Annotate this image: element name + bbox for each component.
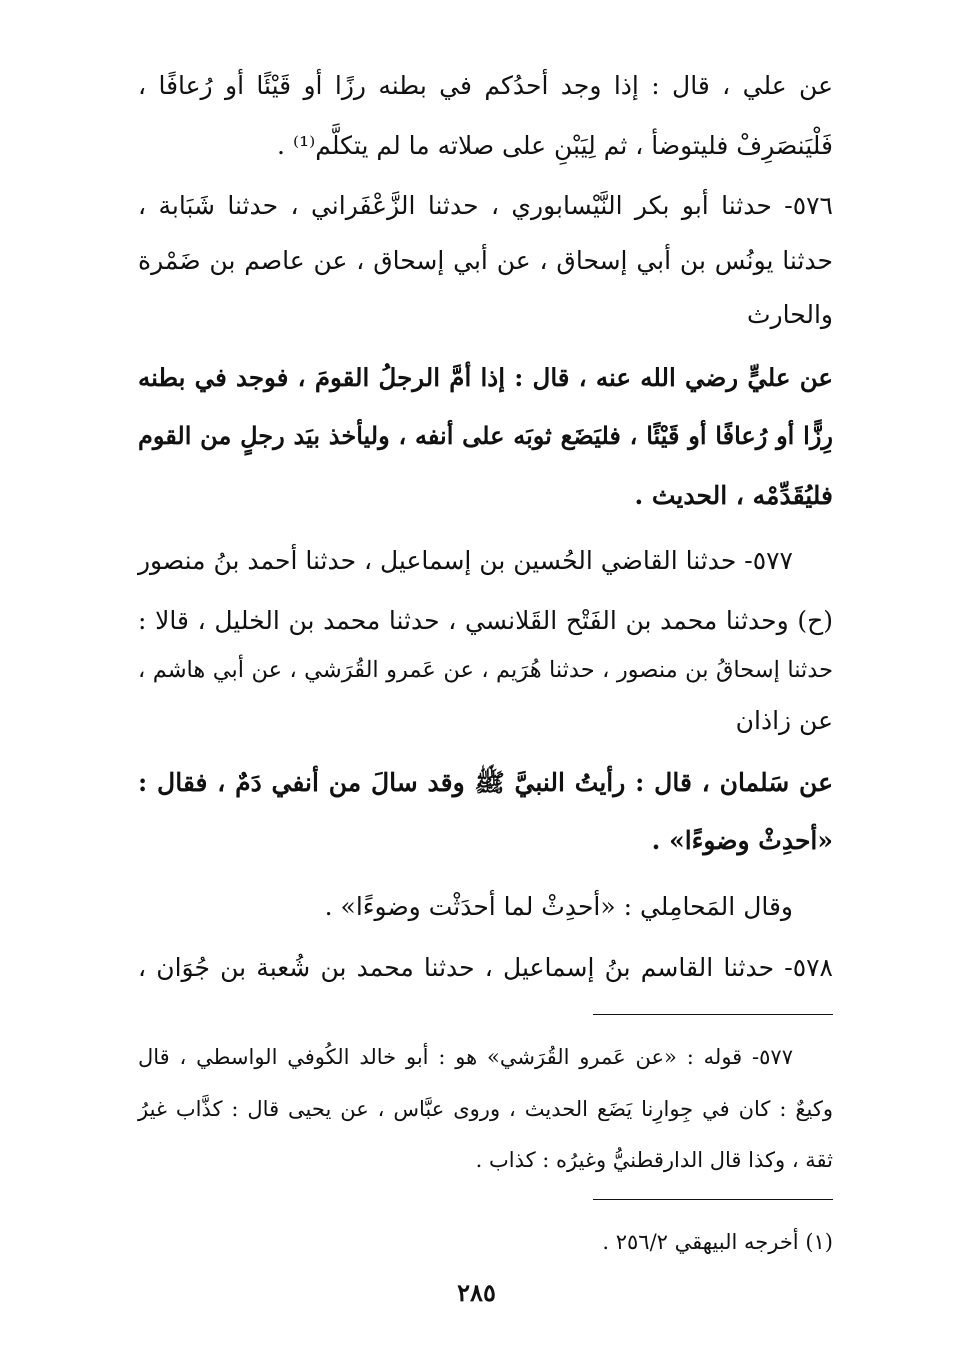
footnote: (١) أخرجه البيهقي ٢٥٦/٢ .: [602, 1230, 833, 1254]
text-line: وقال المَحامِلي : «أحدِثْ لما أحدَثْت وضوءًا» .: [324, 892, 793, 921]
hadith-text: عن سَلمان ، قال : رأيتُ النبيَّ ﷺ وقد سالَ من أنفي دَمٌ ، فقال :: [138, 768, 833, 797]
hadith-text: عن عليٍّ رضي الله عنه ، قال : إذا أمَّ الرجلُ القومَ ، فوجد في بطنه: [138, 363, 833, 392]
text-line: (ح) وحدثنا محمد بن الفَتْح القَلانسي ، حدثنا محمد بن الخليل ، قالا :: [138, 606, 833, 635]
commentary-line: ثقة ، وكذا قال الدارقطنيُّ وغيرُه : كذاب .: [475, 1148, 833, 1172]
text-line: حدثنا يونُس بن أبي إسحاق ، عن أبي إسحاق ، عن عاصم بن ضَمْرة: [138, 246, 833, 275]
commentary-line: وكيعٌ : كان في جِوارِنا يَضَع الحديث ، وروى عبَّاس ، عن يحيى قال : كذَّاب غيرُ: [138, 1097, 833, 1121]
text-line: عن زاذان: [735, 706, 833, 735]
hadith-text: رِزًّا أو رُعافًا أو قَيْئًا ، فليَضَع ثوبَه على أنفه ، وليأخذ بيَد رجلٍ من القوم: [138, 421, 833, 450]
hadith-577-header: ٥٧٧- حدثنا القاضي الحُسين بن إسماعيل ، حدثنا أحمد بنُ منصور: [137, 546, 793, 575]
page-number: ٢٨٥: [457, 1278, 496, 1307]
hadith-576-header: ٥٧٦- حدثنا أبو بكر النَّيْسابوري ، حدثنا الزَّعْفَراني ، حدثنا شَبَابة ،: [138, 191, 833, 220]
hadith-text: فليُقَدِّمْه ، الحديث .: [634, 481, 833, 510]
separator-line: [593, 1014, 833, 1015]
text-line: فَلْيَنصَرِفْ فليتوضأ ، ثم لِيَبْنِ على صلاته ما لم يتكلَّم⁽¹⁾ .: [277, 131, 833, 160]
text-line: عن علي ، قال : إذا وجد أحدُكم في بطنه رزًا أو قَيْئًا أو رُعافًا ،: [138, 71, 833, 100]
text-line: والحارث: [747, 300, 833, 329]
separator-line: [593, 1199, 833, 1200]
hadith-text: «أحدِثْ وضوءًا» .: [651, 826, 833, 855]
text-line: حدثنا إسحاقُ بن منصور ، حدثنا هُرَيم ، عن عَمرو القُرَشي ، عن أبي هاشم ،: [138, 657, 833, 683]
hadith-578-header: ٥٧٨- حدثنا القاسم بنُ إسماعيل ، حدثنا محمد بن شُعبة بن جُوَان ،: [138, 953, 833, 982]
commentary-line: ٥٧٧- قوله : «عن عَمرو القُرَشي» هو : أبو خالد الكُوفي الواسطي ، قال: [138, 1045, 793, 1069]
